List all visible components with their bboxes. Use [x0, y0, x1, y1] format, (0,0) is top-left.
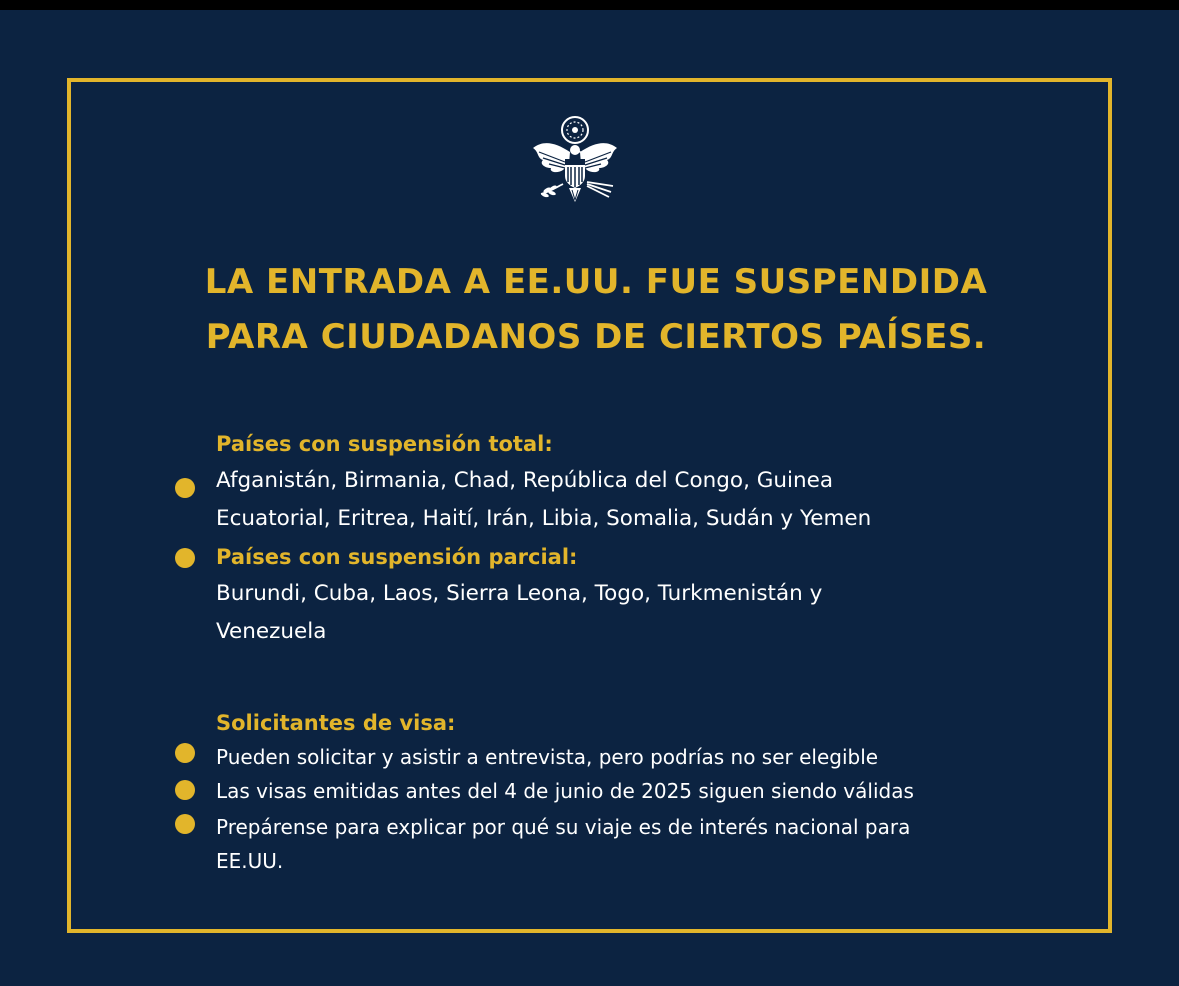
total-suspension-line-2: Ecuatorial, Eritrea, Haití, Irán, Libia, Somalia, Sudán y Yemen: [216, 506, 872, 531]
partial-suspension-line-1: Burundi, Cuba, Laos, Sierra Leona, Togo, Turkmenistán y: [216, 581, 823, 606]
top-border-strip: [0, 0, 1179, 10]
bullet-visa-3: [175, 814, 195, 834]
us-department-of-state-eagle-seal-icon: [525, 112, 625, 212]
visa-item-3-line-2: EE.UU.: [216, 849, 284, 873]
bullet-partial: [175, 548, 195, 568]
visa-item-2: Las visas emitidas antes del 4 de junio de 2025 siguen siendo válidas: [216, 779, 914, 803]
total-suspension-line-1: Afganistán, Birmania, Chad, República del Congo, Guinea: [216, 468, 834, 493]
headline-line-2: PARA CIUDADANOS DE CIERTOS PAÍSES.: [205, 317, 987, 357]
partial-suspension-line-2: Venezuela: [216, 619, 327, 644]
bullet-total: [175, 478, 195, 498]
headline-line-1: LA ENTRADA A EE.UU. FUE SUSPENDIDA: [204, 262, 988, 302]
bullet-visa-1: [175, 743, 195, 763]
bullet-visa-2: [175, 780, 195, 800]
partial-suspension-heading: Países con suspensión parcial:: [216, 545, 578, 569]
visa-item-1: Pueden solicitar y asistir a entrevista, pero podrías no ser elegible: [216, 745, 879, 769]
visa-item-3-line-1: Prepárense para explicar por qué su viaje es de interés nacional para: [216, 815, 911, 839]
headline: [120, 255, 1072, 365]
total-suspension-heading: Países con suspensión total:: [216, 432, 553, 456]
visa-applicants-heading: Solicitantes de visa:: [216, 711, 456, 735]
